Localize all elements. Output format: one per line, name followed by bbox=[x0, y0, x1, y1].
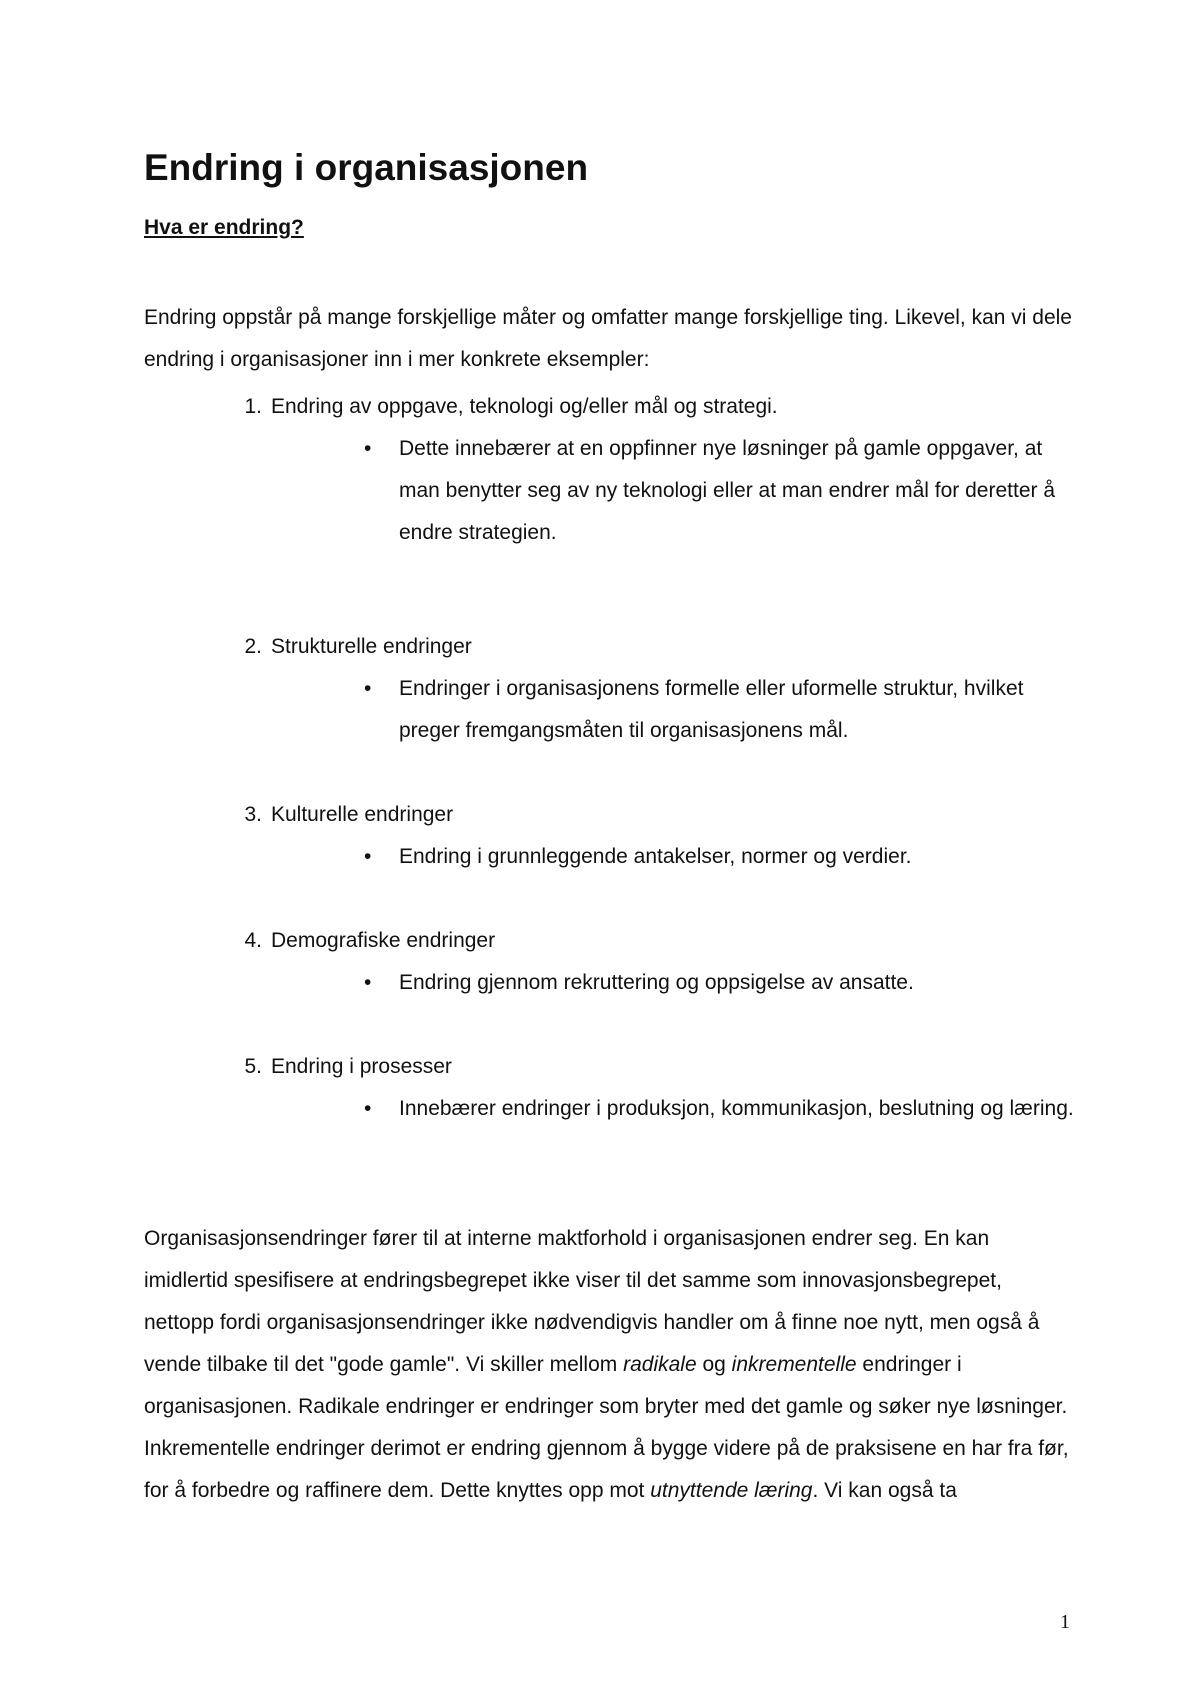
list-item-label: Strukturelle endringer bbox=[271, 635, 472, 658]
intro-paragraph: Endring oppstår på mange forskjellige måter og omfatter mange forskjellige ting. Likevel, kan vi dele endring i organisasjoner inn i mer konkrete eksempler: bbox=[144, 306, 1072, 371]
list-item-label: Kulturelle endringer bbox=[271, 803, 454, 826]
document-title: Endring i organisasjonen bbox=[144, 147, 589, 188]
body-emphasis: inkrementelle bbox=[731, 1353, 857, 1376]
list-item-label: Endring av oppgave, teknologi og/eller mål og strategi. bbox=[271, 395, 778, 418]
bullet-icon: • bbox=[364, 677, 372, 700]
body-emphasis: utnyttende læring bbox=[650, 1479, 813, 1502]
body-text-part: . Vi kan også ta bbox=[812, 1479, 957, 1502]
body-text-part: Organisasjonsendringer fører til at interne maktforhold i organisasjonen endrer seg. En kan imidlertid spesifisere at endringsbegrepet ikke viser til det samme som innovasjonsbegrepet, nettopp fordi organisasjonsendringer ikke nødvendigvis handler om å finne noe nytt, men også å vende tilbake til det "gode gamle". Vi skiller mellom bbox=[144, 1227, 1040, 1376]
list-item-bullet: Innebærer endringer i produksjon, kommunikasjon, beslutning og læring. bbox=[399, 1097, 1074, 1120]
body-paragraph bbox=[144, 1218, 1074, 1512]
list-item-number: 3. bbox=[244, 803, 262, 826]
list-item-number: 5. bbox=[244, 1055, 262, 1078]
bullet-icon: • bbox=[364, 437, 372, 460]
list-item-bullet: Dette innebærer at en oppfinner nye løsninger på gamle oppgaver, at man benytter seg av ny teknologi eller at man endrer mål for deretter å endre strategien. bbox=[399, 437, 1056, 544]
section-heading: Hva er endring? bbox=[144, 216, 304, 239]
list-item-bullet: Endring gjennom rekruttering og oppsigelse av ansatte. bbox=[399, 971, 914, 994]
bullet-icon: • bbox=[364, 845, 372, 868]
list-item-label: Endring i prosesser bbox=[271, 1055, 452, 1078]
list-item-number: 2. bbox=[244, 635, 262, 658]
list-item-number: 1. bbox=[244, 395, 262, 418]
body-text-part: og bbox=[696, 1353, 732, 1376]
body-emphasis: radikale bbox=[623, 1353, 697, 1376]
bullet-icon: • bbox=[364, 1097, 372, 1120]
list-item-bullet: Endringer i organisasjonens formelle eller uformelle struktur, hvilket preger fremgangsmåten til organisasjonens mål. bbox=[399, 677, 1024, 742]
bullet-icon: • bbox=[364, 971, 372, 994]
list-item-number: 4. bbox=[244, 929, 262, 952]
page-number: 1 bbox=[1060, 1611, 1070, 1633]
list-item-label: Demografiske endringer bbox=[271, 929, 496, 952]
body-text-part: endringer i organisasjonen. Radikale endringer er endringer som bryter med det gamle og søker nye løsninger. Inkrementelle endringer derimot er endring gjennom å bygge videre på de praksisene en har fra før, for å forbedre og raffinere dem. Dette knyttes opp mot bbox=[144, 1353, 1069, 1502]
list-item-bullet: Endring i grunnleggende antakelser, normer og verdier. bbox=[399, 845, 912, 868]
